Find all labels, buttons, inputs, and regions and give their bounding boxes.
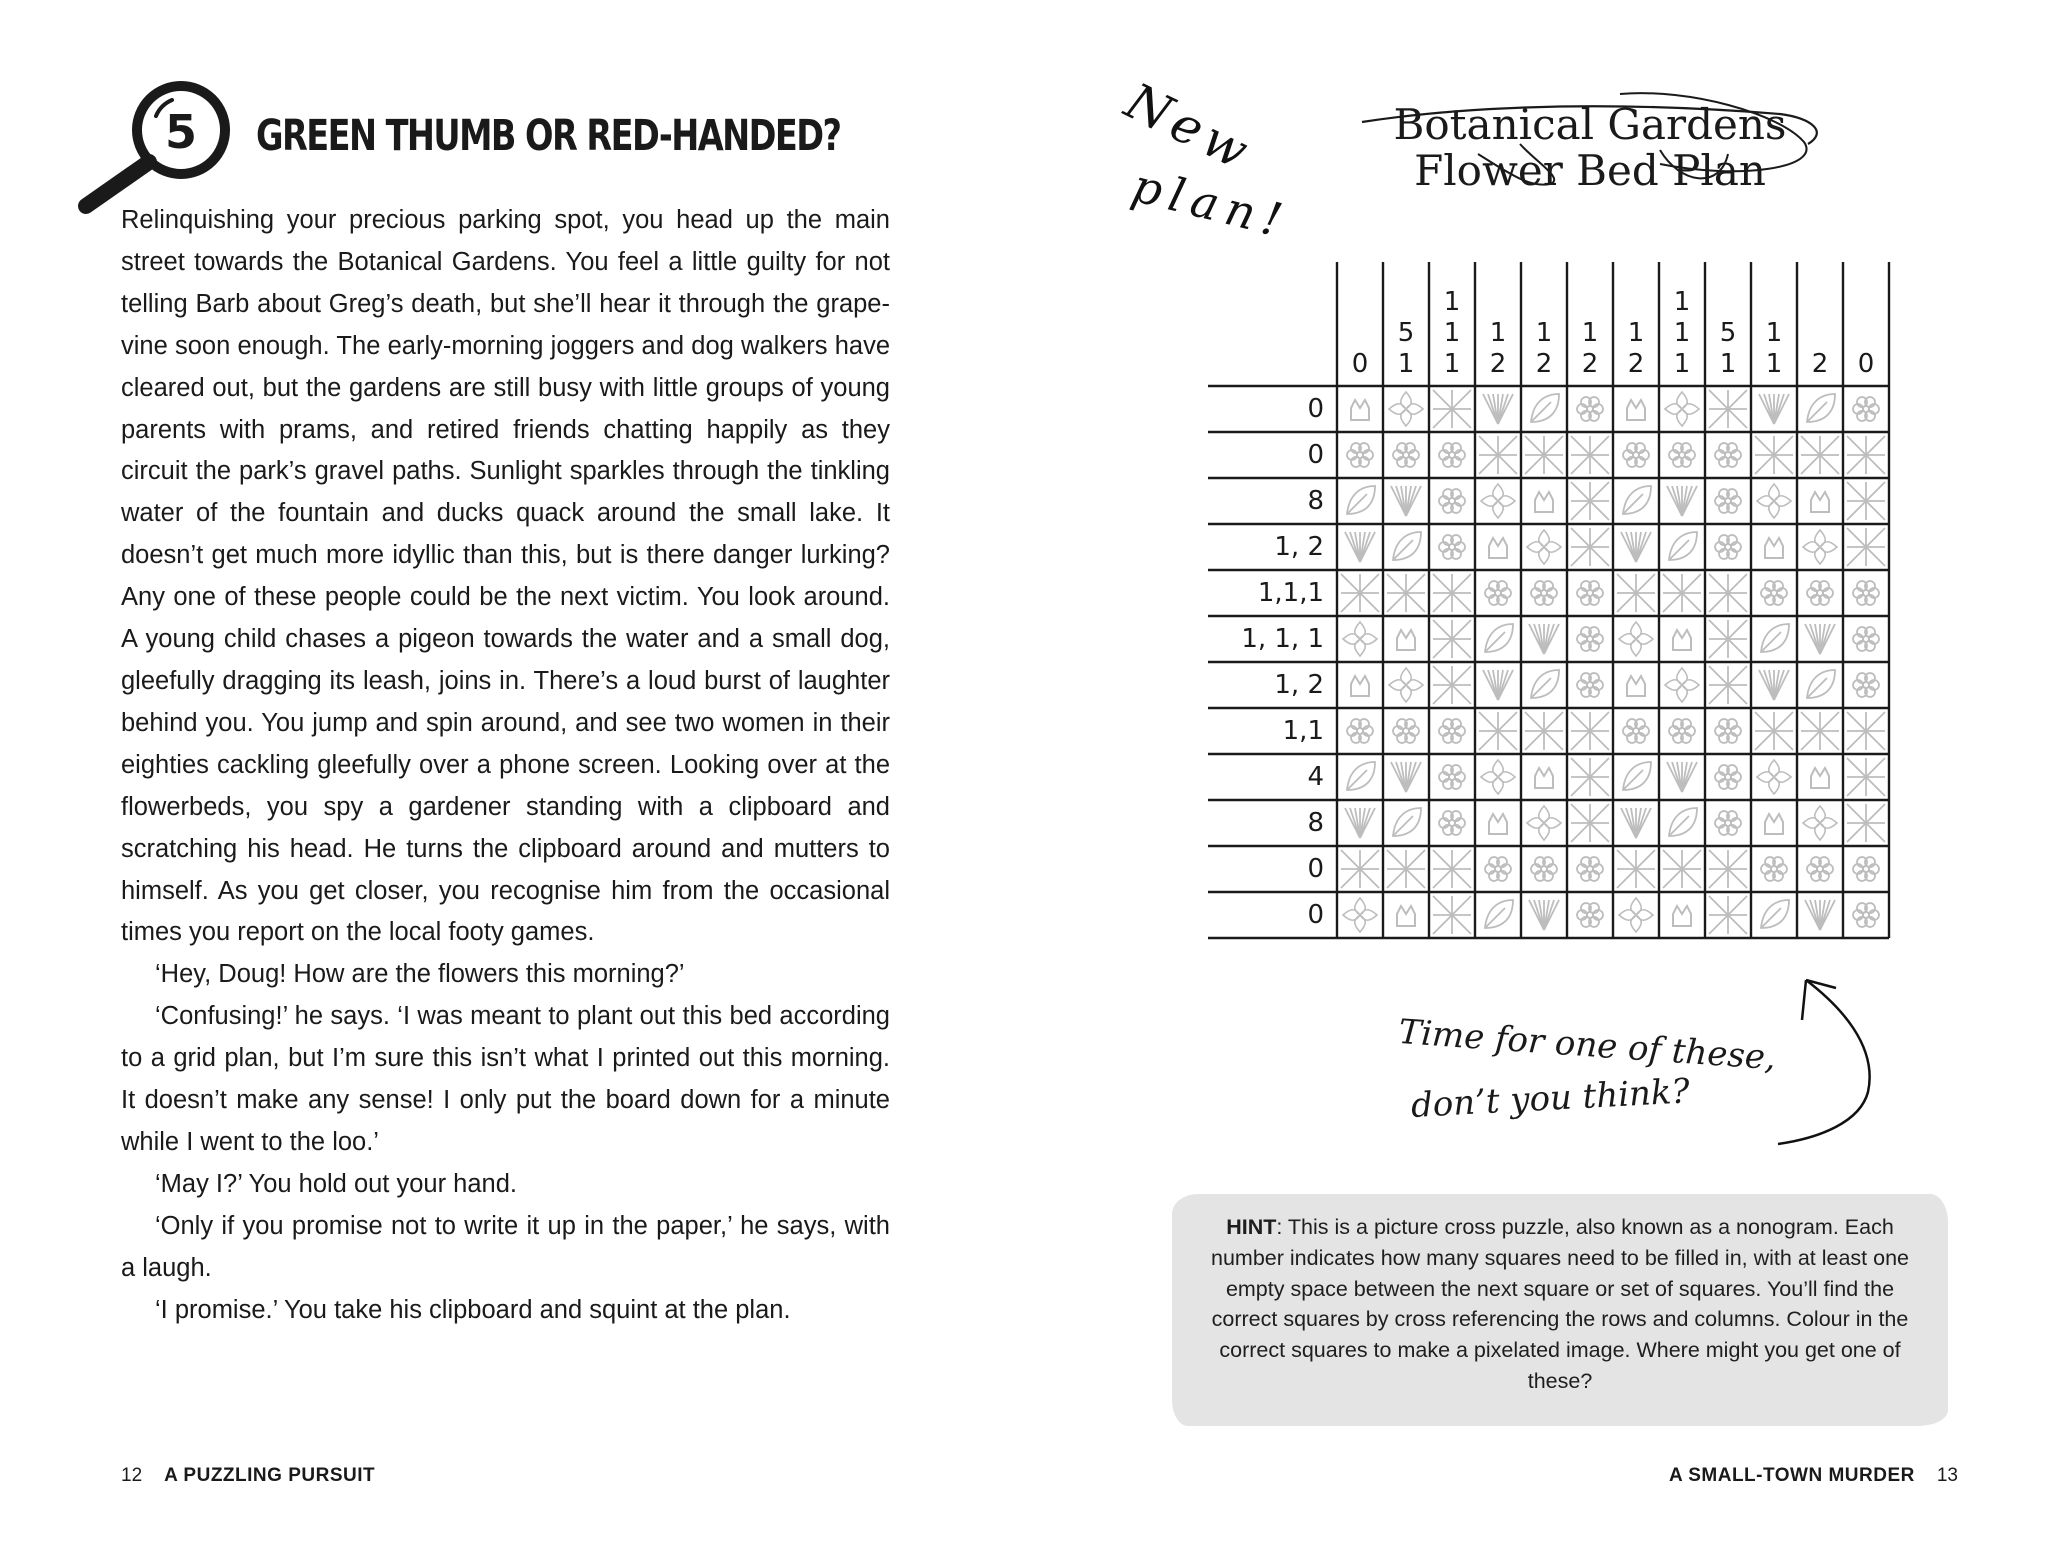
- grid-cell[interactable]: [1613, 432, 1659, 478]
- grid-cell[interactable]: [1751, 570, 1797, 616]
- grid-cell[interactable]: [1475, 524, 1521, 570]
- row-clue: 0: [1307, 900, 1324, 930]
- grid-cell[interactable]: [1705, 386, 1751, 432]
- grid-cell[interactable]: [1705, 570, 1751, 616]
- grid-cell[interactable]: [1475, 708, 1521, 754]
- story-paragraph: ‘May I?’ You hold out your hand.: [155, 1169, 517, 1198]
- grid-cell[interactable]: [1521, 846, 1567, 892]
- grid-cell[interactable]: [1613, 892, 1659, 938]
- grid-cell[interactable]: [1429, 662, 1475, 708]
- grid-cell[interactable]: [1429, 432, 1475, 478]
- grid-cell[interactable]: [1843, 662, 1889, 708]
- grid-cell[interactable]: [1567, 846, 1613, 892]
- clue-number: 1: [1443, 287, 1461, 317]
- grid-cell[interactable]: [1659, 478, 1705, 524]
- clue-number: 2: [1581, 349, 1599, 379]
- clue-number: 1: [1443, 318, 1461, 348]
- grid-cell[interactable]: [1521, 662, 1567, 708]
- grid-cell[interactable]: [1475, 754, 1521, 800]
- handwritten-plan: plan!: [1126, 158, 1295, 250]
- grid-cell[interactable]: [1567, 754, 1613, 800]
- grid-cell[interactable]: [1429, 386, 1475, 432]
- grid-cell[interactable]: [1659, 754, 1705, 800]
- grid-cell[interactable]: [1383, 616, 1429, 662]
- story-paragraph: ‘Hey, Doug! How are the flowers this morning?’: [155, 960, 685, 989]
- grid-cell[interactable]: [1383, 524, 1429, 570]
- grid-cell[interactable]: [1475, 892, 1521, 938]
- grid-cell[interactable]: [1843, 846, 1889, 892]
- story-paragraph: Relinquishing your precious parking spot, you head up the main street towards the Botanical Gardens. You feel a little guilty for not telling Barb about Greg’s death, but she’ll hear it through the grape-vine soon enough. The early-morning joggers and dog walkers have cleared out, but the gardens are still busy with little groups of young parents with prams, and retired friends chatting happily as they circuit the park’s gravel paths. Sunlight sparkles through the tinkling water of the fountain and ducks quack around the small lake. It doesn’t get much more idyllic than this, but is there danger lurking? Any one of these people could be the next victim. You look around. A young child chases a pigeon towards the water and a small dog, gleefully dragging its leash, joins in. There’s a loud burst of laughter behind you. You jump and spin around, and see two women in their eighties cackling gleefully over a phone screen. Looking over at the flowerbeds, you spy a gardener standing with a clipboard and scratching his head. He turns the clipboard around and mutters to himself. As you get closer, you recognise him from the occasional times you report on the local footy games.: [121, 206, 890, 947]
- grid-cell[interactable]: [1567, 478, 1613, 524]
- grid-cell[interactable]: [1751, 616, 1797, 662]
- grid-cell[interactable]: [1843, 754, 1889, 800]
- clue-number: 5: [1397, 318, 1415, 348]
- grid-cell[interactable]: [1521, 892, 1567, 938]
- grid-cell[interactable]: [1383, 386, 1429, 432]
- story-paragraph: ‘Only if you promise not to write it up in the paper,’ he says, with a laugh.: [121, 1211, 890, 1282]
- grid-cell[interactable]: [1475, 432, 1521, 478]
- row-clue: 1, 2: [1274, 670, 1324, 700]
- grid-cell[interactable]: [1521, 754, 1567, 800]
- grid-cell[interactable]: [1705, 754, 1751, 800]
- grid-cell[interactable]: [1567, 662, 1613, 708]
- grid-cell[interactable]: [1659, 892, 1705, 938]
- row-clue: 1,1,1: [1257, 578, 1324, 608]
- grid-cell[interactable]: [1475, 662, 1521, 708]
- grid-cell[interactable]: [1475, 616, 1521, 662]
- row-clue: 1, 1, 1: [1241, 624, 1324, 654]
- grid-cell[interactable]: [1521, 800, 1567, 846]
- handwritten-new: New: [1116, 72, 1263, 183]
- grid-cell[interactable]: [1337, 386, 1383, 432]
- grid-cell[interactable]: [1337, 662, 1383, 708]
- grid-cell[interactable]: [1567, 616, 1613, 662]
- grid-cell[interactable]: [1383, 708, 1429, 754]
- grid-cell[interactable]: [1751, 478, 1797, 524]
- grid-cell[interactable]: [1843, 386, 1889, 432]
- page-number-right: 13: [1936, 1465, 1958, 1486]
- handwritten-note-line-2: don’t you think?: [1410, 1071, 1691, 1126]
- grid-cell[interactable]: [1567, 524, 1613, 570]
- grid-cell[interactable]: [1475, 800, 1521, 846]
- grid-cell[interactable]: [1383, 846, 1429, 892]
- grid-cell[interactable]: [1659, 432, 1705, 478]
- grid-cell[interactable]: [1705, 662, 1751, 708]
- chapter-number: 5: [164, 105, 197, 159]
- grid-cell[interactable]: [1429, 570, 1475, 616]
- grid-cell[interactable]: [1383, 570, 1429, 616]
- grid-cell[interactable]: [1613, 754, 1659, 800]
- grid-cell[interactable]: [1705, 846, 1751, 892]
- grid-cell[interactable]: [1705, 432, 1751, 478]
- grid-cell[interactable]: [1521, 386, 1567, 432]
- grid-cell[interactable]: [1429, 846, 1475, 892]
- grid-cell[interactable]: [1659, 846, 1705, 892]
- grid-cell[interactable]: [1337, 432, 1383, 478]
- clue-number: 1: [1627, 318, 1645, 348]
- grid-cell[interactable]: [1383, 754, 1429, 800]
- grid-cell[interactable]: [1797, 754, 1843, 800]
- cross-out-scribble: [1360, 84, 1830, 194]
- grid-cell[interactable]: [1751, 892, 1797, 938]
- grid-cell[interactable]: [1843, 478, 1889, 524]
- grid-cell[interactable]: [1843, 892, 1889, 938]
- hint-label: HINT: [1226, 1215, 1277, 1239]
- grid-cell[interactable]: [1705, 524, 1751, 570]
- grid-cell[interactable]: [1797, 892, 1843, 938]
- grid-cell[interactable]: [1613, 846, 1659, 892]
- grid-cell[interactable]: [1383, 800, 1429, 846]
- clue-number: 1: [1765, 318, 1783, 348]
- grid-cell[interactable]: [1521, 708, 1567, 754]
- story-paragraph: ‘Confusing!’ he says. ‘I was meant to plant out this bed according to a grid plan, but I’m sure this isn’t what I printed out this morning. It doesn’t make any sense! I only put the board down for a minute while I went to the loo.’: [121, 1002, 890, 1156]
- grid-cell[interactable]: [1705, 708, 1751, 754]
- grid-cell[interactable]: [1475, 478, 1521, 524]
- grid-cell[interactable]: [1797, 478, 1843, 524]
- grid-cell[interactable]: [1797, 432, 1843, 478]
- row-clue: 8: [1307, 808, 1324, 838]
- grid-cell[interactable]: [1337, 570, 1383, 616]
- grid-cell[interactable]: [1751, 800, 1797, 846]
- clue-number: 1: [1581, 318, 1599, 348]
- grid-cell[interactable]: [1613, 708, 1659, 754]
- grid-cell[interactable]: [1659, 570, 1705, 616]
- row-clue: 8: [1307, 486, 1324, 516]
- grid-cell[interactable]: [1613, 616, 1659, 662]
- clue-number: 2: [1811, 349, 1829, 379]
- grid-cell[interactable]: [1337, 478, 1383, 524]
- grid-cell[interactable]: [1751, 386, 1797, 432]
- grid-cell[interactable]: [1337, 616, 1383, 662]
- grid-cell[interactable]: [1659, 708, 1705, 754]
- grid-cell[interactable]: [1797, 616, 1843, 662]
- grid-cell[interactable]: [1613, 386, 1659, 432]
- grid-cell[interactable]: [1337, 800, 1383, 846]
- grid-cell[interactable]: [1521, 478, 1567, 524]
- grid-cell[interactable]: [1613, 662, 1659, 708]
- grid-cell[interactable]: [1383, 478, 1429, 524]
- grid-cell[interactable]: [1521, 524, 1567, 570]
- hint-body: : This is a picture cross puzzle, also known as a nonogram. Each number indicates how many squares need to be filled in, with at least one empty space between the next square or set of squares. You’ll find the correct squares by cross referencing the rows and columns. Colour in the correct squares to make a pixelated image. Where might you get one of these?: [1211, 1215, 1909, 1393]
- grid-cell[interactable]: [1797, 800, 1843, 846]
- clue-number: 1: [1443, 349, 1461, 379]
- grid-cell[interactable]: [1705, 892, 1751, 938]
- story-text: [121, 200, 890, 1331]
- grid-cell[interactable]: [1429, 478, 1475, 524]
- chapter-title: GREEN THUMB OR RED-HANDED?: [256, 111, 841, 161]
- row-clue: 4: [1307, 762, 1324, 792]
- grid-cell[interactable]: [1843, 708, 1889, 754]
- grid-cell[interactable]: [1383, 892, 1429, 938]
- clue-number: 1: [1673, 318, 1691, 348]
- grid-cell[interactable]: [1797, 708, 1843, 754]
- grid-cell[interactable]: [1429, 800, 1475, 846]
- grid-cell[interactable]: [1613, 524, 1659, 570]
- grid-cell[interactable]: [1659, 386, 1705, 432]
- grid-cell[interactable]: [1337, 846, 1383, 892]
- grid-cell[interactable]: [1843, 524, 1889, 570]
- grid-cell[interactable]: [1843, 570, 1889, 616]
- row-clue: 0: [1307, 440, 1324, 470]
- row-clue: 0: [1307, 854, 1324, 884]
- grid-cell[interactable]: [1843, 432, 1889, 478]
- nonogram-grid: [1200, 262, 1920, 952]
- grid-cell[interactable]: [1475, 386, 1521, 432]
- row-clue: 0: [1307, 394, 1324, 424]
- grid-cell[interactable]: [1429, 892, 1475, 938]
- grid-cell[interactable]: [1613, 478, 1659, 524]
- footer-left: [121, 1462, 375, 1490]
- footer-right: [1669, 1462, 1958, 1490]
- grid-cell[interactable]: [1751, 754, 1797, 800]
- running-head-right: A SMALL-TOWN MURDER: [1668, 1465, 1915, 1486]
- grid-cell[interactable]: [1383, 432, 1429, 478]
- grid-cell[interactable]: [1613, 800, 1659, 846]
- grid-cell[interactable]: [1751, 708, 1797, 754]
- grid-cell[interactable]: [1429, 754, 1475, 800]
- grid-cell[interactable]: [1797, 386, 1843, 432]
- grid-cell[interactable]: [1567, 386, 1613, 432]
- grid-cell[interactable]: [1567, 708, 1613, 754]
- row-clue: 1, 2: [1274, 532, 1324, 562]
- grid-cell[interactable]: [1383, 662, 1429, 708]
- grid-cell[interactable]: [1659, 800, 1705, 846]
- arrow-icon: [1770, 966, 1880, 1156]
- grid-cell[interactable]: [1429, 616, 1475, 662]
- grid-cell[interactable]: [1797, 846, 1843, 892]
- clue-number: 0: [1351, 349, 1369, 379]
- grid-cell[interactable]: [1751, 524, 1797, 570]
- grid-cell[interactable]: [1521, 616, 1567, 662]
- grid-cell[interactable]: [1705, 616, 1751, 662]
- grid-cell[interactable]: [1797, 570, 1843, 616]
- plan-title-main: Flower Bed Plan: [1414, 146, 1766, 195]
- grid-cell[interactable]: [1659, 616, 1705, 662]
- clue-number: 1: [1535, 318, 1553, 348]
- grid-cell[interactable]: [1613, 570, 1659, 616]
- hint-text: [1200, 1212, 1920, 1397]
- handwritten-note-line-1: Time for one of these,: [1397, 1012, 1778, 1079]
- clue-number: 0: [1857, 349, 1875, 379]
- grid-cell[interactable]: [1705, 478, 1751, 524]
- grid-cell[interactable]: [1751, 432, 1797, 478]
- clue-number: 1: [1765, 349, 1783, 379]
- grid-cell[interactable]: [1843, 616, 1889, 662]
- grid-cell[interactable]: [1659, 662, 1705, 708]
- grid-cell[interactable]: [1751, 662, 1797, 708]
- row-clue: 1,1: [1282, 716, 1324, 746]
- grid-cell[interactable]: [1797, 524, 1843, 570]
- clue-number: 1: [1673, 287, 1691, 317]
- grid-cell[interactable]: [1429, 708, 1475, 754]
- clue-number: 2: [1627, 349, 1645, 379]
- clue-number: 1: [1673, 349, 1691, 379]
- grid-cell[interactable]: [1475, 846, 1521, 892]
- grid-cell[interactable]: [1567, 570, 1613, 616]
- grid-cell[interactable]: [1337, 754, 1383, 800]
- story-paragraph: ‘I promise.’ You take his clipboard and squint at the plan.: [155, 1295, 791, 1324]
- clue-number: 1: [1719, 349, 1737, 379]
- grid-cell[interactable]: [1567, 432, 1613, 478]
- grid-cell[interactable]: [1337, 892, 1383, 938]
- grid-cell[interactable]: [1751, 846, 1797, 892]
- grid-cell[interactable]: [1567, 892, 1613, 938]
- clue-number: 2: [1535, 349, 1553, 379]
- grid-cell[interactable]: [1567, 800, 1613, 846]
- page-number-left: 12: [121, 1465, 143, 1486]
- clue-number: 2: [1489, 349, 1507, 379]
- plan-title-crossed-out: Botanical Gardens: [1393, 100, 1787, 149]
- grid-cell[interactable]: [1797, 662, 1843, 708]
- running-head-left: A PUZZLING PURSUIT: [164, 1465, 376, 1486]
- grid-cell[interactable]: [1843, 800, 1889, 846]
- grid-cell[interactable]: [1521, 570, 1567, 616]
- grid-cell[interactable]: [1429, 524, 1475, 570]
- grid-cell[interactable]: [1705, 800, 1751, 846]
- grid-cell[interactable]: [1337, 524, 1383, 570]
- grid-cell[interactable]: [1521, 432, 1567, 478]
- clue-number: 1: [1397, 349, 1415, 379]
- grid-cell[interactable]: [1659, 524, 1705, 570]
- grid-cell[interactable]: [1475, 570, 1521, 616]
- clue-number: 5: [1719, 318, 1737, 348]
- grid-cell[interactable]: [1337, 708, 1383, 754]
- clue-number: 1: [1489, 318, 1507, 348]
